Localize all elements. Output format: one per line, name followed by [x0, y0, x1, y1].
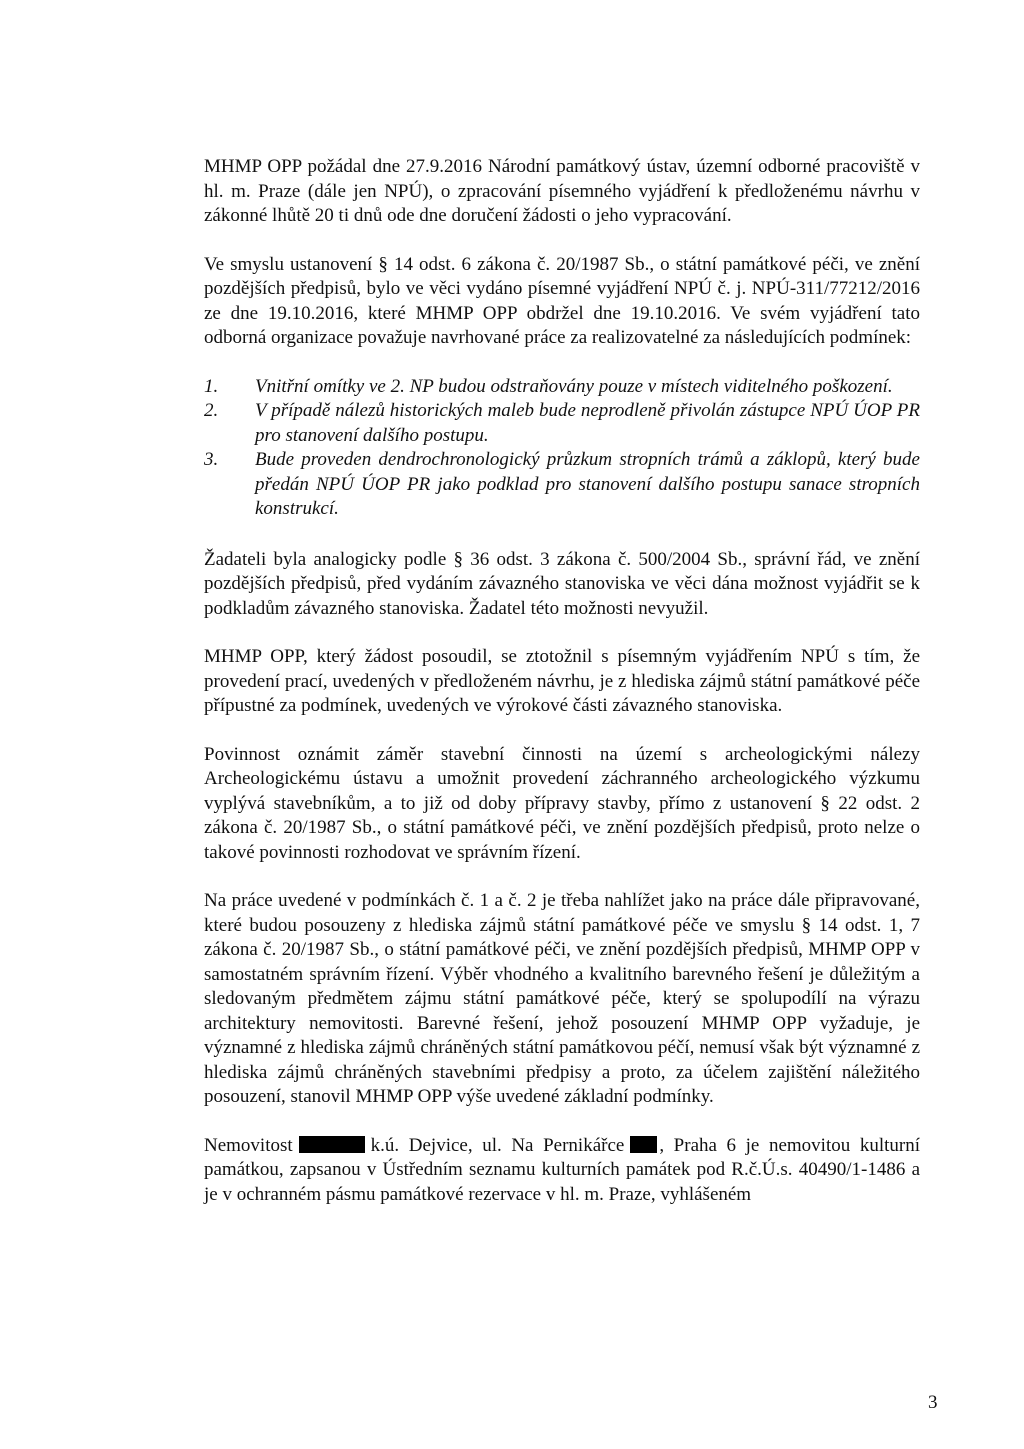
condition-number: 1.: [204, 375, 219, 397]
document-page: [204, 155, 920, 1231]
property-text-start: Nemovitost: [204, 1134, 293, 1156]
page-number: 3: [928, 1392, 938, 1413]
redacted-block: [630, 1136, 657, 1153]
property-text-end: , Praha 6 je nemovitou kulturní památkou, zapsanou v Ústředním seznamu kulturních památek pod R.č.Ú.s. 40490/1-1486 a je v ochranném pásmu památkové rezervace v hl. m. Praze, vyhlášeném: [204, 1134, 920, 1205]
condition-text: Bude proveden dendrochronologický průzkum stropních trámů a záklopů, který bude předán NPÚ ÚOP PR jako podklad pro stanovení dalšího postupu sanace stropních konstrukcí.: [255, 449, 920, 519]
paragraph-npu-statement: Ve smyslu ustanovení § 14 odst. 6 zákona č. 20/1987 Sb., o státní památkové péči, ve znění pozdějších předpisů, bylo ve věci vydáno písemné vyjádření NPÚ č. j. NPÚ-311/77212/2016 ze dne 19.10.2016, které MHMP OPP obdržel dne 19.10.2016. Ve svém vyjádření tato odborná organizace považuje navrhované práce za realizovatelné za následujících podmínek:: [204, 253, 920, 348]
condition-item: [204, 399, 920, 448]
condition-number: 2.: [204, 400, 219, 421]
condition-number: 3.: [204, 449, 219, 470]
condition-text: Vnitřní omítky ve 2. NP budou odstraňovány pouze v místech viditelného poškození.: [255, 375, 893, 397]
paragraph-archaeology: Povinnost oznámit záměr stavební činnosti na území s archeologickými nálezy Archeologickému ústavu a umožnit provedení záchranného archeologického výzkumu vyplývá stavebníkům, a to již od doby přípravy stavby, přímo z ustanovení § 22 odst. 2 zákona č. 20/1987 Sb., o státní památkové péči, ve znění pozdějších předpisů, proto nelze o takové povinnosti rozhodovat ve správním řízení.: [204, 743, 920, 863]
paragraph-property: [204, 1134, 920, 1208]
paragraph-further-works: Na práce uvedené v podmínkách č. 1 a č. 2 je třeba nahlížet jako na práce dále připravované, které budou posouzeny z hlediska zájmů státní památkové péče ve smyslu § 14 odst. 1, 7 zákona č. 20/1987 Sb., o státní památkové péči, ve znění pozdějších předpisů, MHMP OPP v samostatném správním řízení. Výběr vhodného a kvalitního barevného řešení je důležitým a sledovaným předmětem zájmu státní památkové péče, který se spolupodílí na výrazu architektury nemovitosti. Barevné řešení, jehož posouzení MHMP OPP vyžaduje, je významné z hlediska zájmů chráněných státní památkovou péčí, nemusí však být významné z hlediska zájmů chráněných stavebními předpisy a proto, za účelem zajištění náležitého posouzení, stanovil MHMP OPP výše uvedené základní podmínky.: [204, 890, 920, 1107]
property-text-middle: k.ú. Dejvice, ul. Na Pernikářce: [370, 1134, 625, 1156]
paragraph-request: MHMP OPP požádal dne 27.9.2016 Národní památkový ústav, územní odborné pracoviště v hl. m. Praze (dále jen NPÚ), o zpracování písemného vyjádření k předloženému návrhu v zákonné lhůtě 20 ti dnů ode dne doručení žádosti o jeho vypracování.: [204, 156, 920, 226]
condition-item: [204, 375, 920, 400]
paragraph-mhmp-assessment: MHMP OPP, který žádost posoudil, se ztotožnil s písemným vyjádřením NPÚ s tím, že provedení prací, uvedených v předloženém návrhu, je z hlediska zájmů státní památkové péče přípustné za podmínek, uvedených ve výrokové části závazného stanoviska.: [204, 646, 920, 716]
redacted-block: [299, 1136, 365, 1153]
condition-item: [204, 448, 920, 522]
condition-text: V případě nálezů historických maleb bude neprodleně přivolán zástupce NPÚ ÚOP PR pro stanovení dalšího postupu.: [255, 400, 920, 446]
paragraph-applicant: Žadateli byla analogicky podle § 36 odst. 3 zákona č. 500/2004 Sb., správní řád, ve znění pozdějších předpisů, před vydáním závazného stanoviska ve věci dána možnost vyjádřit se k podkladům závazného stanoviska. Žadatel této možnosti nevyužil.: [204, 548, 920, 619]
conditions-list: [204, 375, 920, 522]
